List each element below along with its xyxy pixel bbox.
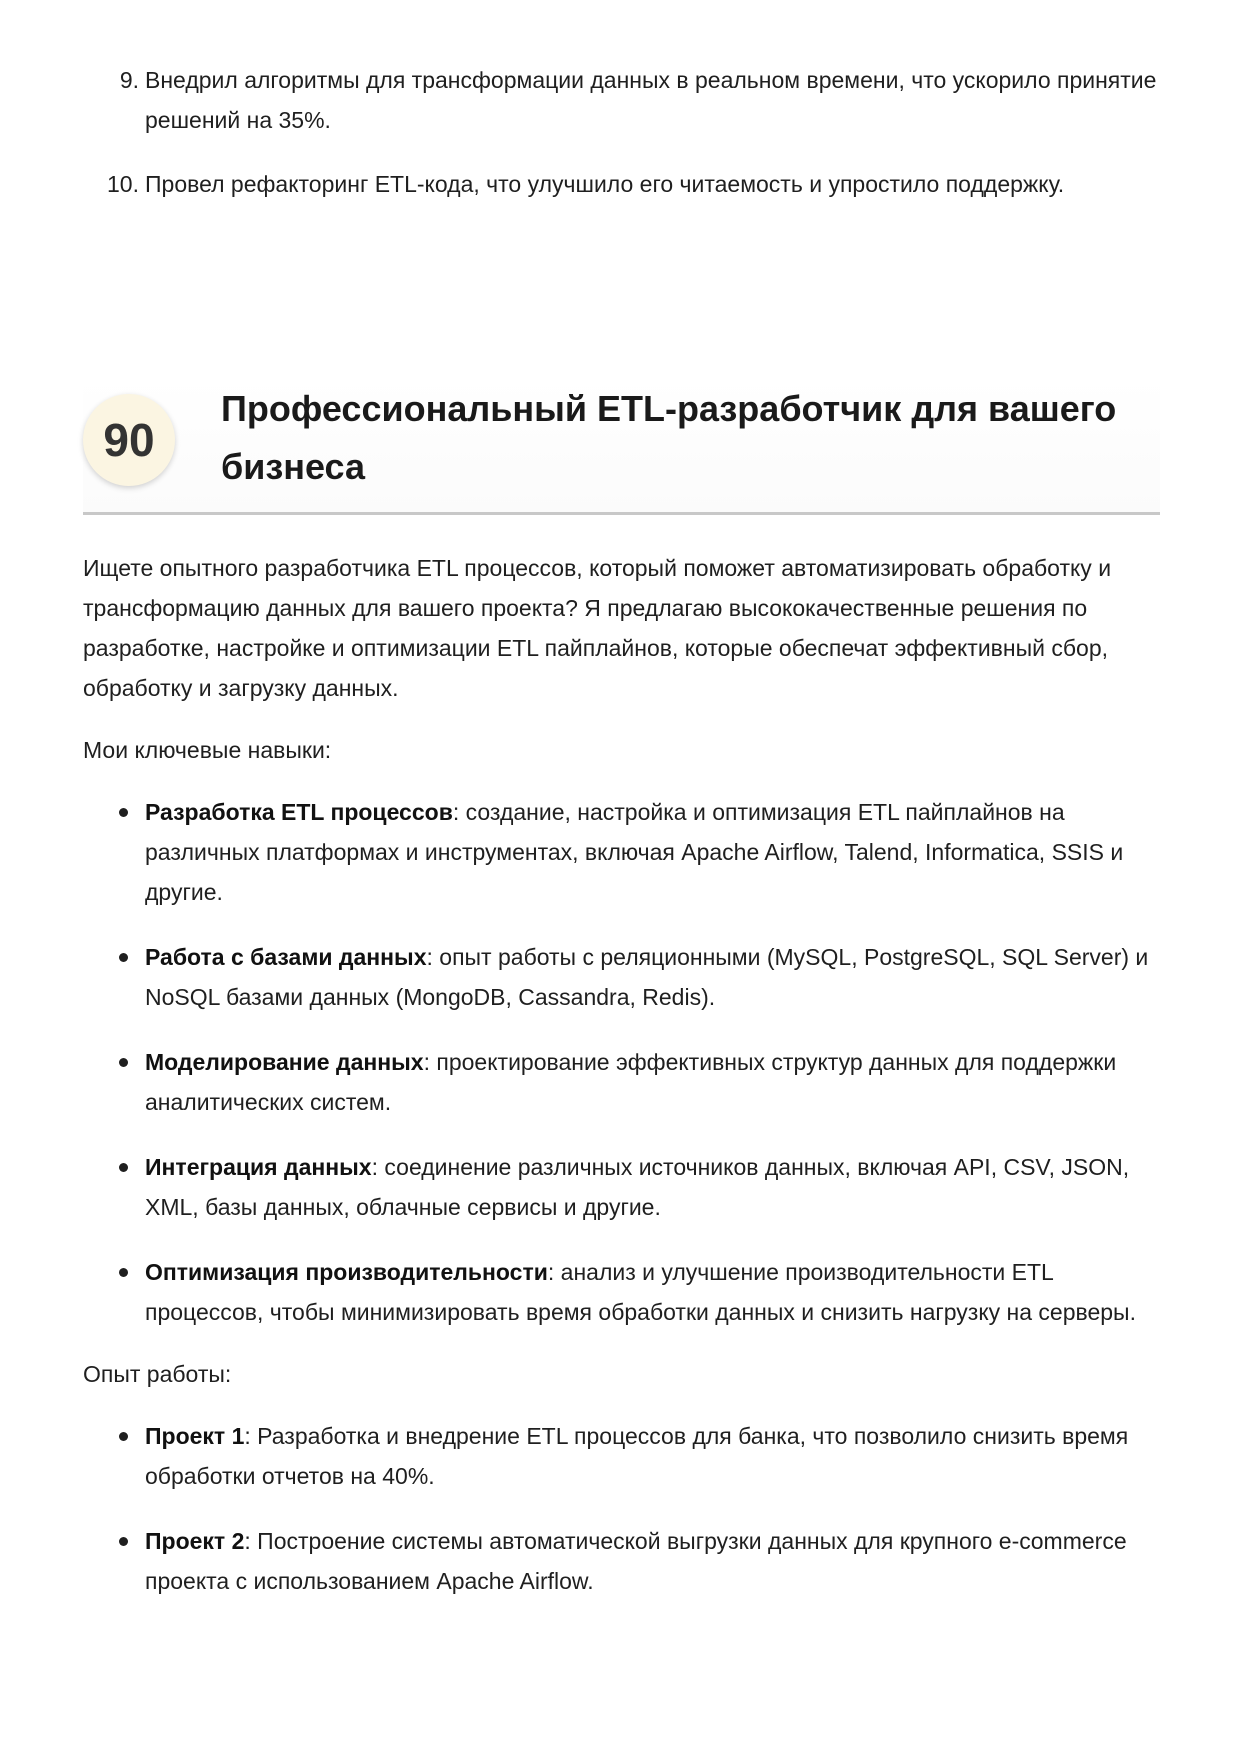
skill-desc: : проектирование эффективных структур данных для поддержки аналитических систем. bbox=[145, 1049, 1117, 1115]
skill-desc: : создание, настройка и оптимизация ETL пайплайнов на различных платформах и инструментах, включая Apache Airflow, Talend, Informatica, SSIS и другие. bbox=[145, 799, 1124, 905]
list-item bbox=[83, 1042, 1160, 1122]
list-item bbox=[83, 1416, 1160, 1496]
list-item bbox=[83, 792, 1160, 912]
list-item bbox=[100, 60, 1160, 140]
skill-term: Моделирование данных bbox=[145, 1049, 424, 1075]
list-item bbox=[83, 937, 1160, 1017]
intro-paragraph: Ищете опытного разработчика ETL процессов, который поможет автоматизировать обработку и трансформацию данных для вашего проекта? Я предлагаю высококачественные решения по разработке, настройке и оптимизации ETL пайплайнов, которые обеспечат эффективный сбор, обработку и загрузку данных. bbox=[83, 555, 1112, 701]
skill-desc: : опыт работы с реляционными (MySQL, PostgreSQL, SQL Server) и NoSQL базами данных (MongoDB, Cassandra, Redis). bbox=[145, 944, 1149, 1010]
projects-list bbox=[83, 1416, 1160, 1601]
section-header bbox=[83, 378, 1160, 515]
project-term: Проект 2 bbox=[145, 1528, 245, 1554]
skill-term: Интеграция данных bbox=[145, 1154, 372, 1180]
skills-list bbox=[83, 792, 1160, 1332]
list-item-text: Провел рефакторинг ETL-кода, что улучшило его читаемость и упростило поддержку. bbox=[145, 171, 1065, 197]
achievements-list bbox=[100, 60, 1160, 228]
skill-term: Разработка ETL процессов bbox=[145, 799, 453, 825]
list-item bbox=[100, 164, 1160, 204]
section-content bbox=[83, 548, 1160, 1623]
skill-desc: : анализ и улучшение производительности ETL процессов, чтобы минимизировать время обработки данных и снизить нагрузку на серверы. bbox=[145, 1259, 1136, 1325]
skill-desc: : соединение различных источников данных, включая API, CSV, JSON, XML, базы данных, облачные сервисы и другие. bbox=[145, 1154, 1130, 1220]
list-item-number: 9. bbox=[119, 67, 139, 93]
list-item bbox=[83, 1252, 1160, 1332]
project-desc: : Разработка и внедрение ETL процессов для банка, что позволило снизить время обработки отчетов на 40%. bbox=[145, 1423, 1129, 1489]
list-item bbox=[83, 1521, 1160, 1601]
section-title: Профессиональный ETL-разработчик для вашего бизнеса bbox=[221, 388, 1117, 487]
experience-label: Опыт работы: bbox=[83, 1361, 232, 1387]
skill-term: Работа с базами данных bbox=[145, 944, 427, 970]
list-item-number: 10. bbox=[107, 171, 139, 197]
list-item-text: Внедрил алгоритмы для трансформации данных в реальном времени, что ускорило принятие решений на 35%. bbox=[145, 67, 1157, 133]
skill-term: Оптимизация производительности bbox=[145, 1259, 548, 1285]
skills-label: Мои ключевые навыки: bbox=[83, 737, 332, 763]
project-term: Проект 1 bbox=[145, 1423, 245, 1449]
project-desc: : Построение системы автоматической выгрузки данных для крупного e-commerce проекта с использованием Apache Airflow. bbox=[145, 1528, 1127, 1594]
list-item bbox=[83, 1147, 1160, 1227]
section-number-badge: 90 bbox=[83, 394, 175, 486]
